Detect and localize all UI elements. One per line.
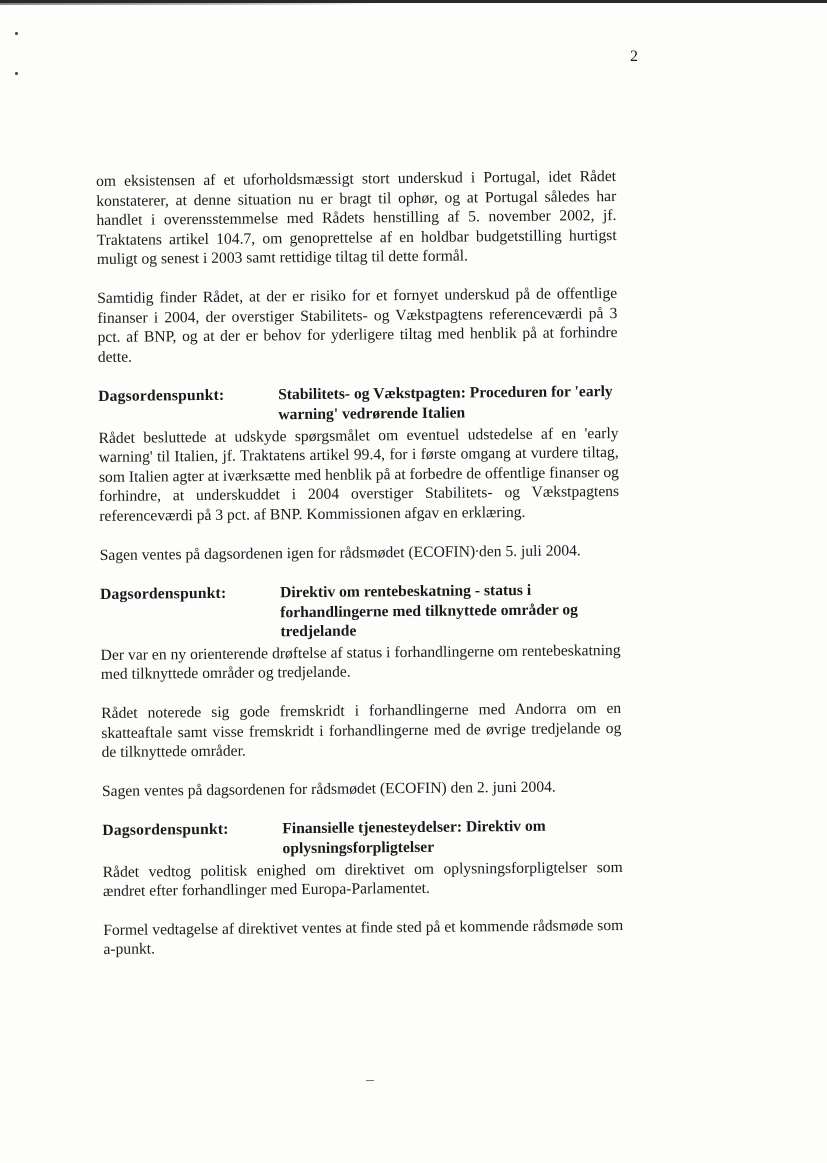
document-body xyxy=(96,167,624,960)
agenda-item xyxy=(98,382,620,565)
top-rule-shadow xyxy=(0,3,380,5)
paragraph: Samtidig finder Rådet, at der er risiko for et fornyet underskud på de offentlige finanser i 2004, der overstiger Stabilitets- og Vækstpagtens referenceværdi på 3 pct. af BNP, og at der er behov for yderligere tiltag med henblik på at forhindre dette. xyxy=(97,284,618,366)
paragraph: Sagen ventes på dagsordenen igen for rådsmødet (ECOFIN) den 5. juli 2004. xyxy=(99,541,581,564)
agenda-item-label: Dagsordenspunkt: xyxy=(99,584,227,604)
agenda-item-title: Finansielle tjenesteydelser: Direktiv om oplysningsforpligtelser xyxy=(282,818,546,858)
agenda-item-header xyxy=(100,580,621,644)
paragraph: om eksistensen af et uforholdsmæssigt stort underskud i Portugal, idet Rådet konstaterer, at denne situation nu er bragt til ophør, og at Portugal således har handlet i overensstemmelse med Rådets henstilling af 5. november 2002, jf. Traktatens artikel 104.7, om genoprettelse af en holdbar budgetstilling hurtigst muligt og senest i 2003 samt rettidige tiltag til dette formål. xyxy=(96,168,617,269)
agenda-item xyxy=(100,580,622,801)
agenda-item-header xyxy=(98,382,618,426)
paragraph: Rådet noterede sig gode fremskridt i forhandlingerne med Andorra om en skatteaftale samt visse fremskridt i forhandlingerne med de øvrige tredjelande og de tilknyttede områder. xyxy=(101,700,622,762)
paragraph: Rådet vedtog politisk enighed om direktivet om oplysningsforpligtelser som ændret efter forhandlinger med Europa-Parlamentet. xyxy=(102,858,623,901)
punch-hole-mark xyxy=(15,32,18,35)
paragraph: Sagen ventes på dagsordenen for rådsmødet (ECOFIN) den 2. juni 2004. xyxy=(101,778,556,800)
paragraph: Formel vedtagelse af direktivet ventes at finde sted på et kommende rådsmøde som a-punkt. xyxy=(103,916,624,959)
scan-speck xyxy=(366,1080,374,1081)
agenda-item-label: Dagsordenspunkt: xyxy=(98,387,225,406)
paragraph: Rådet besluttede at udskyde spørgsmålet om eventuel udstedelse af en 'early warning' til Italien, jf. Traktatens artikel 99.4, for i første omgang at vurdere tiltag, som Italien agter at iværksætte med henblik på at forbedre de offentlige finanser og forhindre, at underskuddet i 2004 overstiger Stabilitets- og Vækstpagtens referenceværdi på 3 pct. af BNP. Kommissionen afgav en erklæring. xyxy=(98,424,620,525)
page-number: 2 xyxy=(630,48,638,65)
agenda-item-title: Stabilitets- og Vækstpagten: Proceduren for 'early warning' vedrørende Italien xyxy=(278,383,613,424)
agenda-item-title: Direktiv om rentebeskatning - status i forhandlingerne med tilknyttede områder og tredjelande xyxy=(279,581,579,641)
agenda-item-label: Dagsordenspunkt: xyxy=(102,821,229,840)
punch-hole-mark xyxy=(15,72,18,75)
paragraph: Der var en ny orienterende drøftelse af status i forhandlingerne om rentebeskatning med tilknyttede områder og tredjelande. xyxy=(100,641,621,684)
agenda-item xyxy=(102,816,623,960)
agenda-item-header xyxy=(102,816,622,860)
